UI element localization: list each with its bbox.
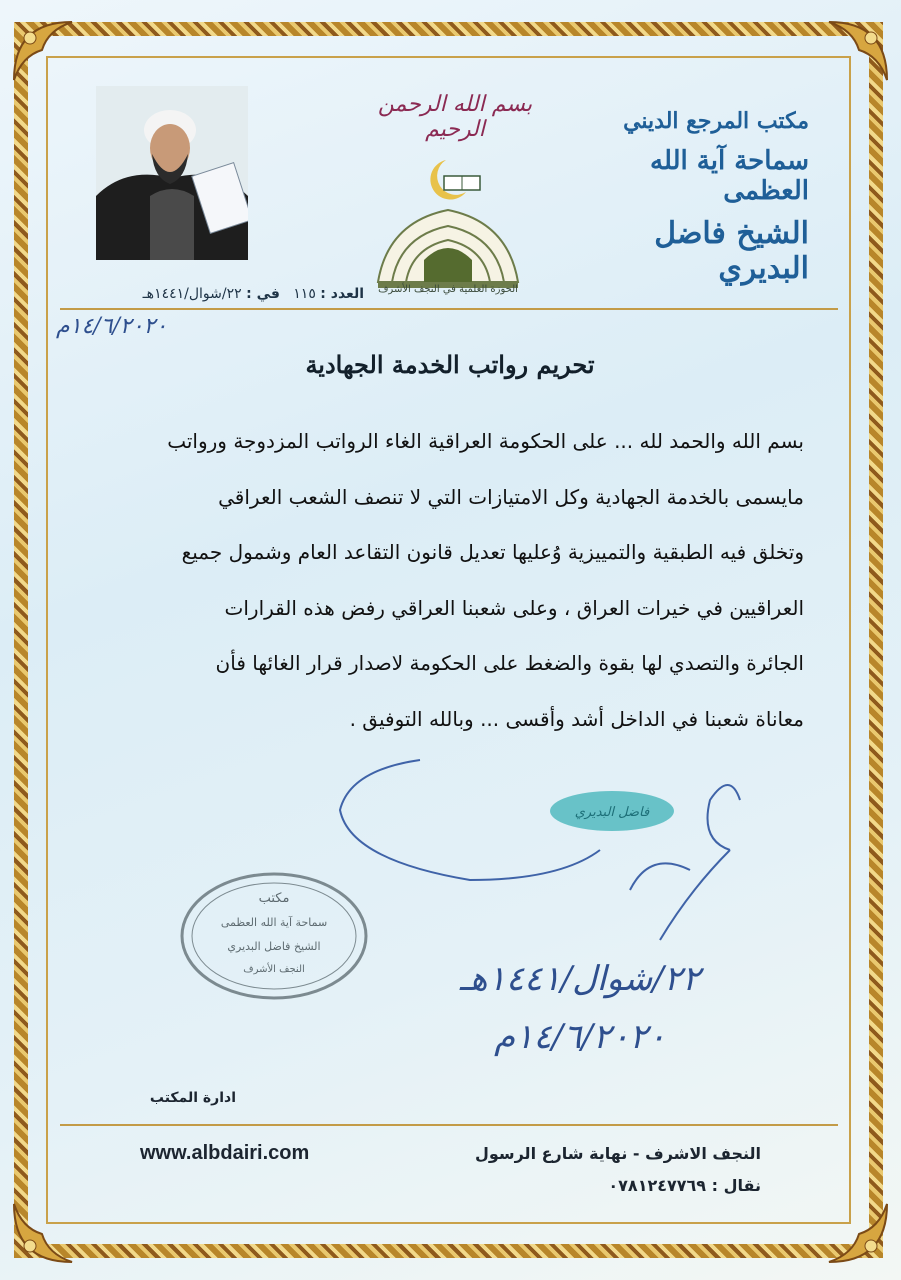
handwritten-date-hijri: ٢٢/شوال/١٤٤١هـ [459, 959, 701, 999]
body-line: العراقيين في خيرات العراق ، وعلى شعبنا العراقي رفض هذه القرارات [224, 595, 804, 620]
corner-ornament-top-left [8, 16, 78, 86]
stamp-line: النجف الأشرف [243, 964, 305, 975]
seal-text: فاضل البديري [574, 805, 650, 820]
stamp-line: سماحة آية الله العظمى [220, 916, 328, 929]
date-hijri: ٢٢/شوال/١٤٤١هـ [142, 286, 242, 302]
corner-ornament-bottom-right [823, 1198, 893, 1268]
number-value: ١١٥ [293, 286, 316, 302]
handwritten-signature [330, 730, 790, 950]
body-line: معاناة شعبنا في الداخل أشد وأقسى ... وبالله التوفيق . [349, 706, 804, 731]
corner-ornament-bottom-left [8, 1198, 78, 1268]
address: النجف الاشرف - نهاية شارع الرسول [474, 1144, 761, 1163]
document-body [84, 414, 804, 748]
header-divider [60, 308, 838, 310]
handwritten-date [420, 950, 740, 1066]
office-line-3: الشيخ فاضل البديري [654, 216, 809, 286]
corner-ornament-top-right [823, 16, 893, 86]
office-stamp [178, 870, 370, 1002]
body-line: بسم الله والحمد لله ... على الحكومة العراقية الغاء الرواتب المزدوجة ورواتب [167, 429, 804, 453]
date-label: في : [246, 286, 280, 302]
office-line-1: مكتب المرجع الديني [623, 108, 809, 134]
phone: نقال : ٠٧٨١٢٤٧٧٦٩ [608, 1176, 761, 1195]
footer-address-block [461, 1138, 761, 1202]
number-label: العدد : [320, 286, 364, 302]
signature-seal [548, 788, 676, 834]
footer-divider [60, 1124, 838, 1126]
document-title: تحريم رواتب الخدمة الجهادية [305, 350, 595, 379]
office-administration: ادارة المكتب [149, 1090, 236, 1106]
office-heading [569, 108, 809, 286]
reference-line [84, 286, 364, 302]
office-line-2: سماحة آية الله العظمى [650, 146, 809, 206]
body-line: وتخلق فيه الطبقية والتمييزية وُعليها تعديل قانون التقاعد العام وشمول جميع [181, 540, 804, 565]
stamp-line: الشيخ فاضل البديري [227, 940, 321, 953]
cleric-photo [96, 86, 248, 260]
hawza-logo [368, 152, 528, 302]
logo-caption: الحوزة العلمية في النجف الأشرف [378, 284, 518, 295]
website-link: www.albdairi.com [140, 1142, 310, 1164]
handwritten-gregorian-date: ١٤/٦/٢٠٢٠م [56, 314, 168, 339]
handwritten-date-gregorian: ١٤/٦/٢٠٢٠م [494, 1017, 666, 1057]
body-line: الجائرة والتصدي لها بقوة والضغط على الحكومة لاصدار قرار الغائها فأن [215, 651, 804, 676]
basmala: بسم الله الرحمن الرحيم [377, 92, 533, 142]
stamp-line: مكتب [258, 891, 290, 906]
body-line: مايسمى بالخدمة الجهادية وكل الامتيازات التي لا تنصف الشعب العراقي [218, 484, 804, 509]
